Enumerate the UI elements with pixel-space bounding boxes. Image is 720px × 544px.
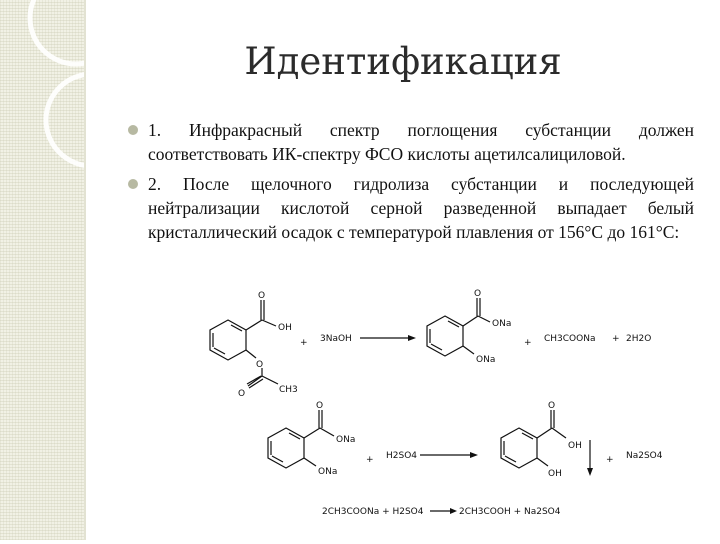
benzene-ring-icon <box>501 401 566 468</box>
svg-text:O: O <box>238 389 246 399</box>
r3-right: 2CH3COOH + Na2SO4 <box>459 507 561 517</box>
r1-product-ona-bottom: ONa <box>476 355 496 365</box>
svg-text:O: O <box>474 289 482 299</box>
r2-product-oh-bottom: OH <box>548 469 562 479</box>
reaction-arrow-icon <box>420 452 478 458</box>
r2-byproduct: Na2SO4 <box>626 451 663 461</box>
ester-group-icon <box>238 350 278 399</box>
bullet-text-2: 2. После щелочного гидролиза субстанции и последующей нейтрализации кислотой серной разведенной выпадает белый кристаллический осадок с температурой плавления от 156°С до 161°С: <box>148 174 694 242</box>
aspirin-ch3-label: CH3 <box>279 385 298 395</box>
benzene-ring-icon <box>427 289 490 356</box>
r1-byproduct-2: 2H2O <box>626 334 652 344</box>
svg-text:O: O <box>316 401 324 411</box>
svg-text:O: O <box>258 291 266 301</box>
r2-plus-2: + <box>606 455 614 465</box>
r1-plus-3: + <box>612 334 620 344</box>
r3-left: 2CH3COONa + H2SO4 <box>322 507 424 517</box>
benzene-ring-icon <box>268 401 334 468</box>
r1-plus-1: + <box>300 338 308 348</box>
r2-ona-top: ONa <box>336 435 356 445</box>
r1-reagent: 3NaOH <box>320 334 352 344</box>
benzene-ring-icon <box>210 320 246 360</box>
bullet-text-1: 1. Инфракрасный спектр поглощения субстанции должен соответствовать ИК-спектру ФСО кислоты ацетилсалициловой. <box>148 120 694 164</box>
r2-plus-1: + <box>366 455 374 465</box>
svg-text:O: O <box>256 360 264 370</box>
reaction-arrow-icon <box>360 335 416 341</box>
precipitate-arrow-icon <box>587 440 593 476</box>
aspirin-oh-label: OH <box>278 323 292 333</box>
svg-text:O: O <box>548 401 556 411</box>
carboxyl-group-icon <box>246 291 276 330</box>
r1-plus-2: + <box>524 338 532 348</box>
r2-ona-bottom: ONa <box>318 467 338 477</box>
r2-product-oh-top: OH <box>568 441 582 451</box>
slide-title: Идентификация <box>244 40 562 83</box>
r2-reagent: H2SO4 <box>386 451 418 461</box>
r1-byproduct-1: CH3COONa <box>544 334 596 344</box>
r1-product-ona-top: ONa <box>492 319 512 329</box>
reaction-arrow-icon <box>430 508 457 514</box>
